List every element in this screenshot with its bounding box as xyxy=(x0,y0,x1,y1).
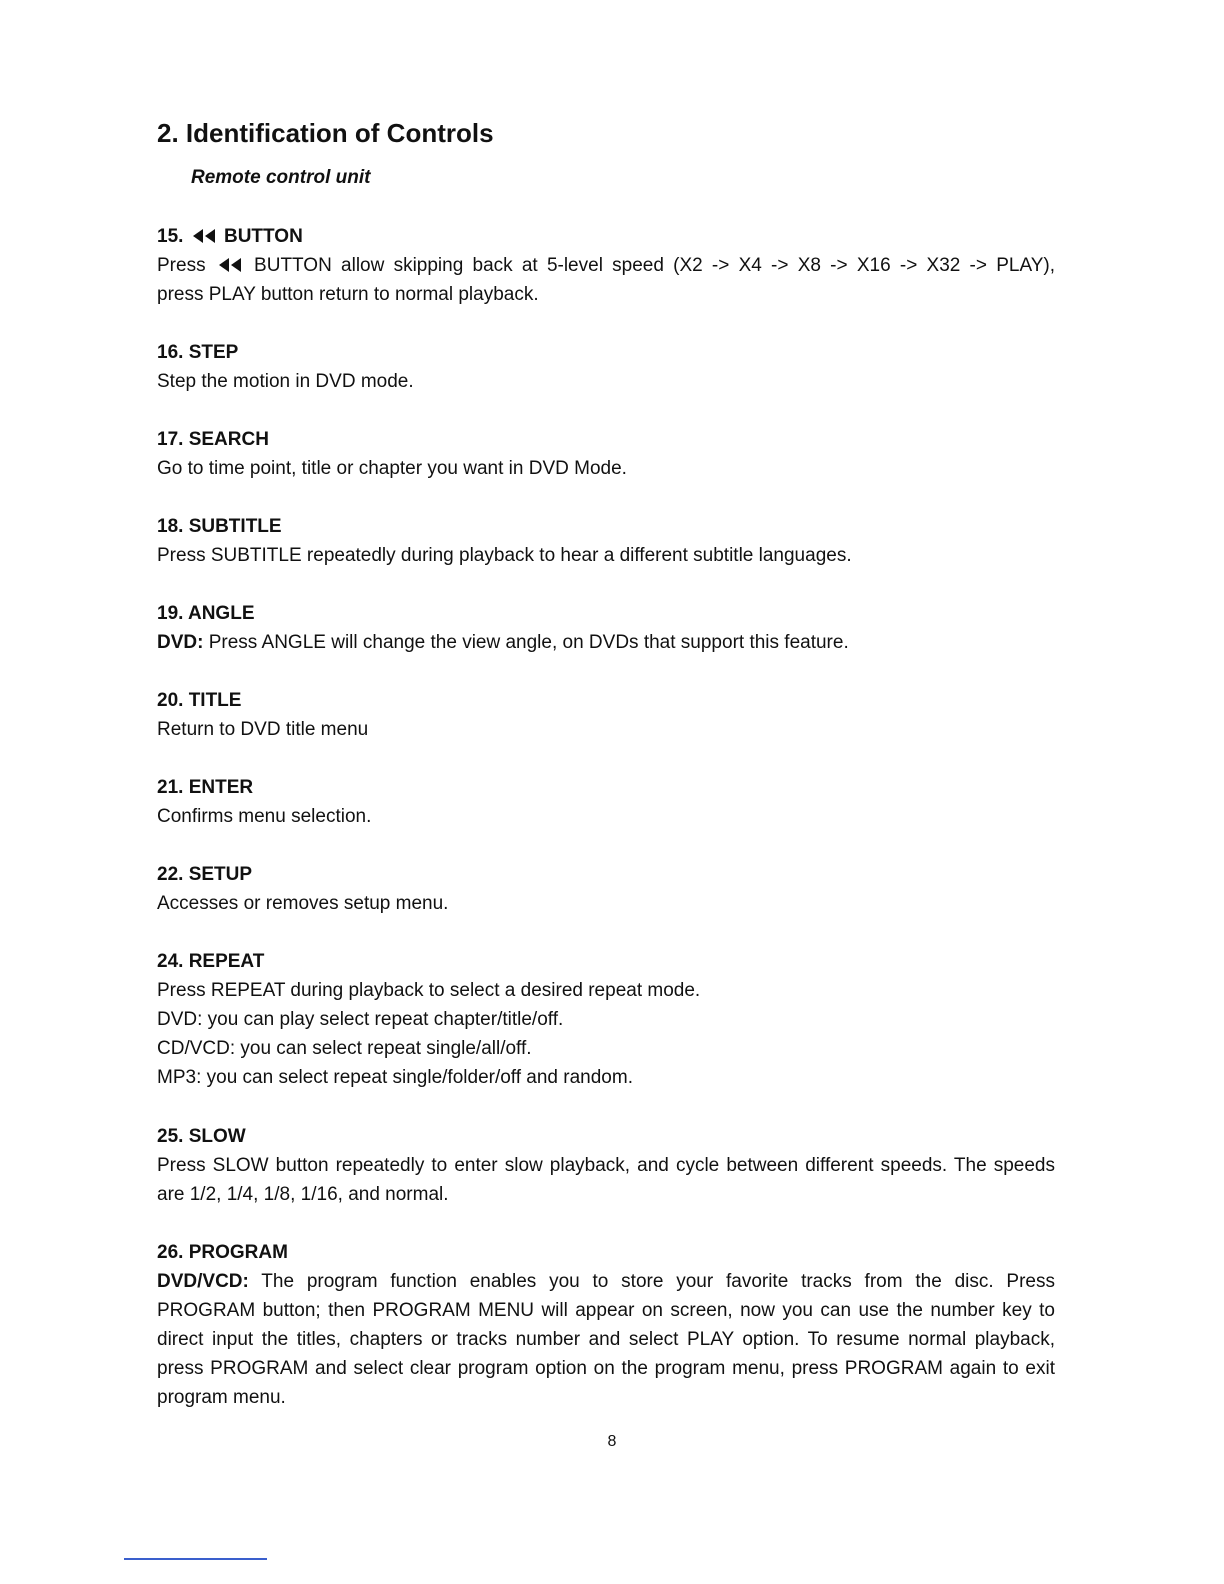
item-20-title: 20. TITLE xyxy=(157,690,242,711)
item-15 xyxy=(157,222,1055,309)
item-15-title xyxy=(157,222,1055,251)
item-26-title: 26. PROGRAM xyxy=(157,1242,288,1263)
item-21 xyxy=(157,773,1055,831)
item-22-title: 22. SETUP xyxy=(157,864,253,885)
item-15-line-2: press PLAY button return to normal playback. xyxy=(157,284,539,305)
item-24-title: 24. REPEAT xyxy=(157,951,265,972)
rewind-icon xyxy=(217,258,243,272)
item-19 xyxy=(157,599,1055,657)
page-number: 8 xyxy=(607,1433,617,1450)
item-19-label: DVD: xyxy=(157,632,204,653)
item-16 xyxy=(157,338,1055,396)
section-subheading: Remote control unit xyxy=(191,167,371,188)
item-24-line: MP3: you can select repeat single/folder/off and random. xyxy=(157,1067,633,1088)
item-24-line: CD/VCD: you can select repeat single/all/off. xyxy=(157,1038,532,1059)
item-17-body: Go to time point, title or chapter you want in DVD Mode. xyxy=(157,458,627,479)
item-26-line: press PROGRAM and select clear program option on the program menu, press PROGRAM again to exit xyxy=(157,1358,1055,1379)
item-18-title: 18. SUBTITLE xyxy=(157,516,282,537)
item-25 xyxy=(157,1122,1055,1209)
item-26-label: DVD/VCD: xyxy=(157,1271,249,1292)
item-24 xyxy=(157,947,1055,1092)
item-20 xyxy=(157,686,1055,744)
item-15-title-text: BUTTON xyxy=(223,226,303,247)
item-26-line: PROGRAM button; then PROGRAM MENU will appear on screen, now you can use the number key to xyxy=(157,1300,1055,1321)
item-25-line: Press SLOW button repeatedly to enter slow playback, and cycle between different speeds. The speeds xyxy=(157,1155,1055,1176)
item-21-body: Confirms menu selection. xyxy=(157,806,372,827)
item-26-line: direct input the titles, chapters or tracks number and select PLAY option. To resume normal playback, xyxy=(157,1329,1055,1350)
footer-rule xyxy=(124,1558,267,1560)
item-20-body: Return to DVD title menu xyxy=(157,719,369,740)
item-22 xyxy=(157,860,1055,918)
item-18-body: Press SUBTITLE repeatedly during playback to hear a different subtitle languages. xyxy=(157,545,852,566)
item-19-body: DVD: Press ANGLE will change the view angle, on DVDs that support this feature. xyxy=(157,632,849,653)
item-26-line: DVD/VCD: The program function enables you to store your favorite tracks from the disc. Press xyxy=(157,1271,1055,1292)
item-18 xyxy=(157,512,1055,570)
item-25-line: are 1/2, 1/4, 1/8, 1/16, and normal. xyxy=(157,1184,449,1205)
item-21-title: 21. ENTER xyxy=(157,777,254,798)
rewind-icon xyxy=(191,229,217,243)
item-25-title: 25. SLOW xyxy=(157,1126,246,1147)
item-19-title: 19. ANGLE xyxy=(157,603,255,624)
item-16-title: 16. STEP xyxy=(157,342,239,363)
item-16-body: Step the motion in DVD mode. xyxy=(157,371,414,392)
item-22-body: Accesses or removes setup menu. xyxy=(157,893,449,914)
item-26 xyxy=(157,1238,1055,1412)
item-17-title: 17. SEARCH xyxy=(157,429,269,450)
item-24-line: DVD: you can play select repeat chapter/title/off. xyxy=(157,1009,564,1030)
item-15-number: 15. xyxy=(157,226,184,247)
item-15-line-1: Press BUTTON allow skipping back at 5-level speed (X2 -> X4 -> X8 -> X16 -> X32 -> PLAY), xyxy=(157,255,1055,276)
item-17 xyxy=(157,425,1055,483)
section-heading: 2. Identification of Controls xyxy=(157,118,494,148)
item-26-line: program menu. xyxy=(157,1387,286,1408)
item-24-line: Press REPEAT during playback to select a desired repeat mode. xyxy=(157,980,701,1001)
